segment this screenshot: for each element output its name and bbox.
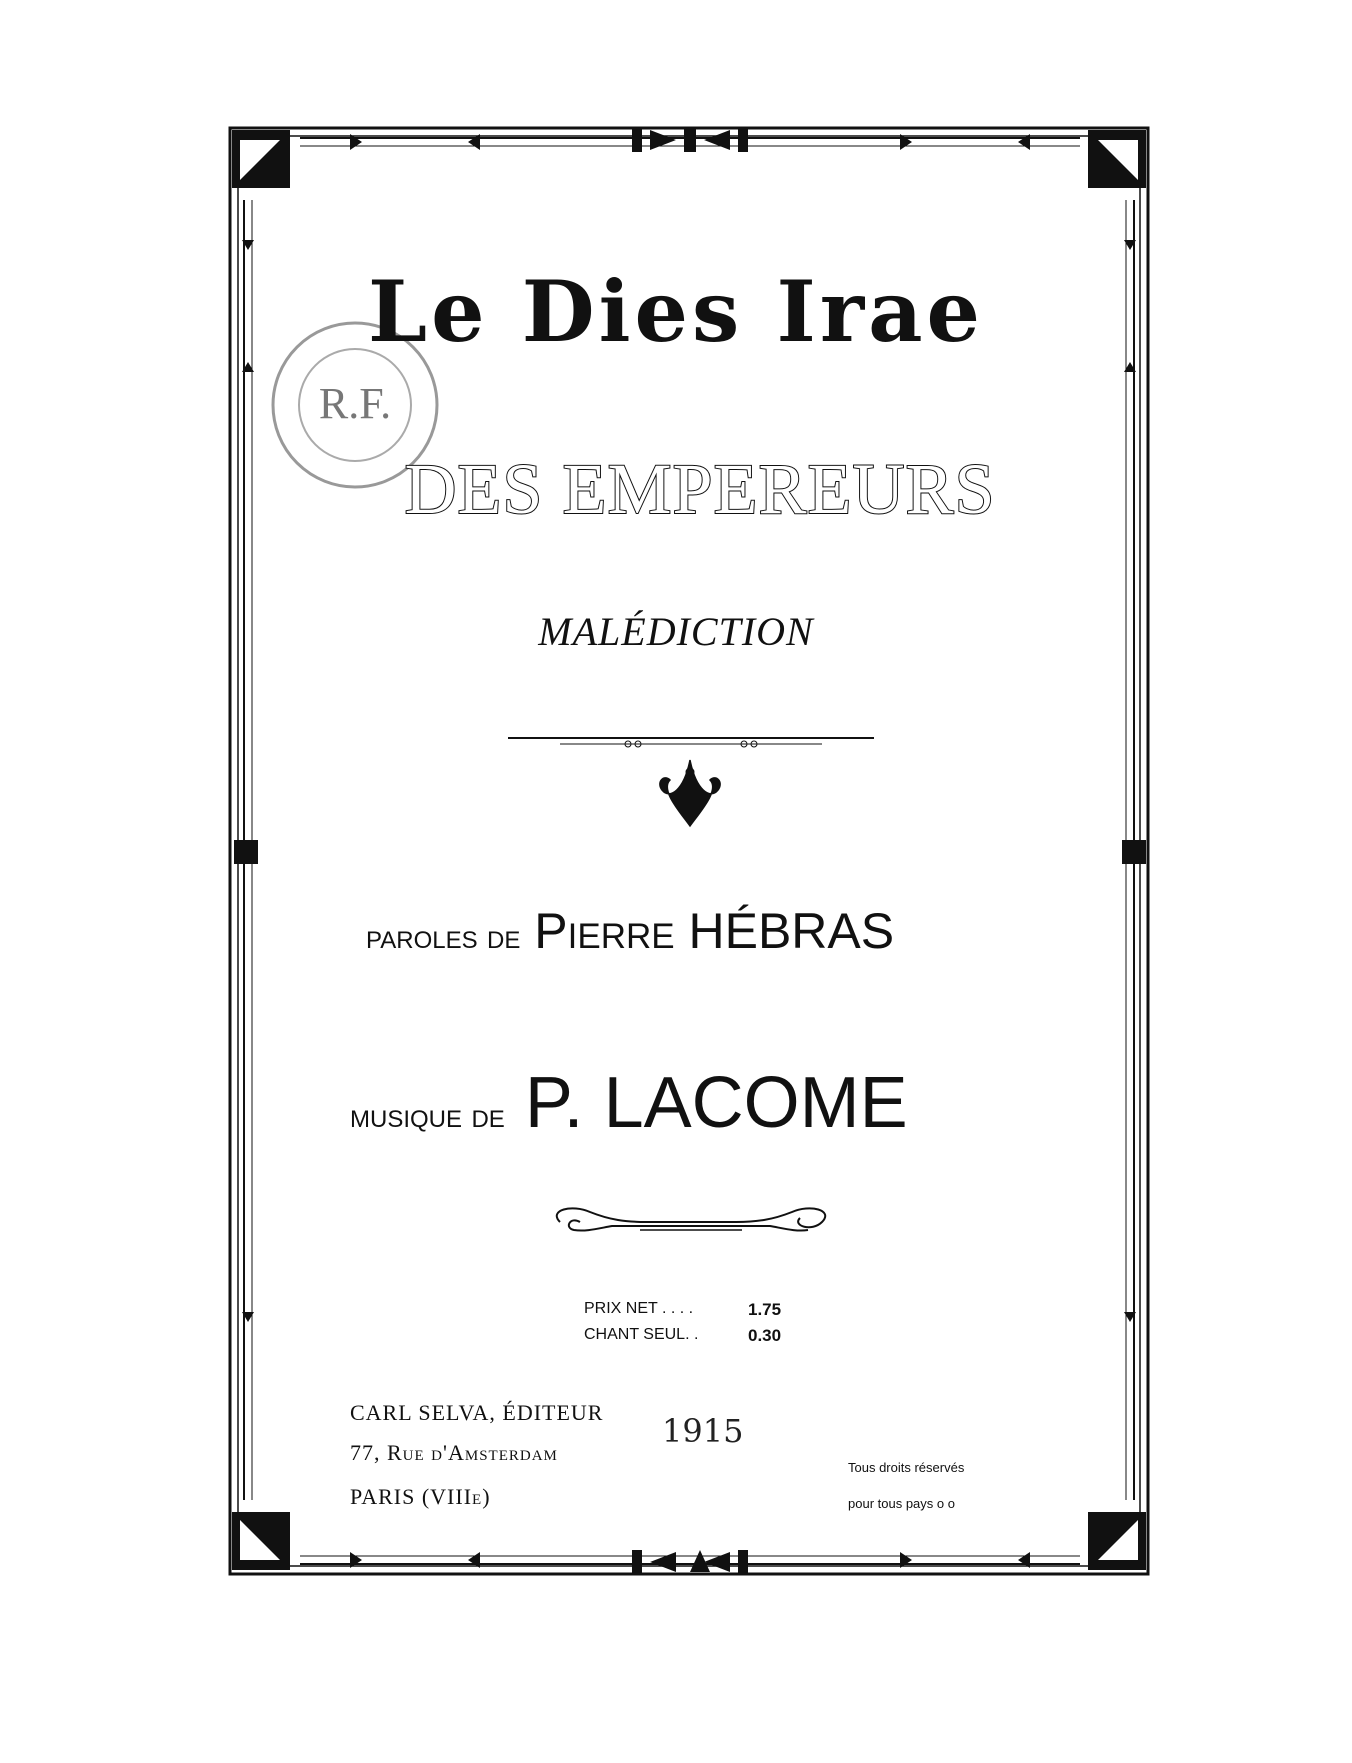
lyrics-prefix: paroles de: [366, 918, 521, 956]
publisher-city: PARIS (VIIIe): [350, 1484, 491, 1509]
music-author: P. LACOME: [524, 1063, 908, 1143]
price-row: [584, 1326, 782, 1345]
music-credit: [350, 1062, 908, 1144]
publication-year: 1915: [662, 1412, 744, 1450]
title-line-2: DES EMPEREURS: [404, 449, 996, 529]
title-line-1: Le Dies Irae: [368, 262, 984, 361]
price-label: CHANT SEUL. .: [584, 1326, 699, 1343]
lyrics-author: Pierre HÉBRAS: [534, 903, 895, 959]
lyrics-credit: [366, 902, 894, 960]
price-value: 0.30: [748, 1326, 782, 1345]
stamp-center-text: R.F.: [318, 379, 392, 428]
rights-line-1: Tous droits réservés: [848, 1460, 965, 1475]
music-prefix: musique de: [350, 1097, 505, 1135]
publisher-address: 77, Rue d'Amsterdam: [350, 1440, 558, 1465]
rights-line-2: pour tous pays o o: [848, 1496, 955, 1511]
price-label: PRIX NET . . . .: [584, 1300, 694, 1317]
price-row: [584, 1300, 782, 1319]
subtitle: MALÉDICTION: [538, 609, 814, 654]
price-value: 1.75: [748, 1300, 782, 1319]
publisher-name: CARL SELVA, ÉDITEUR: [350, 1400, 604, 1425]
